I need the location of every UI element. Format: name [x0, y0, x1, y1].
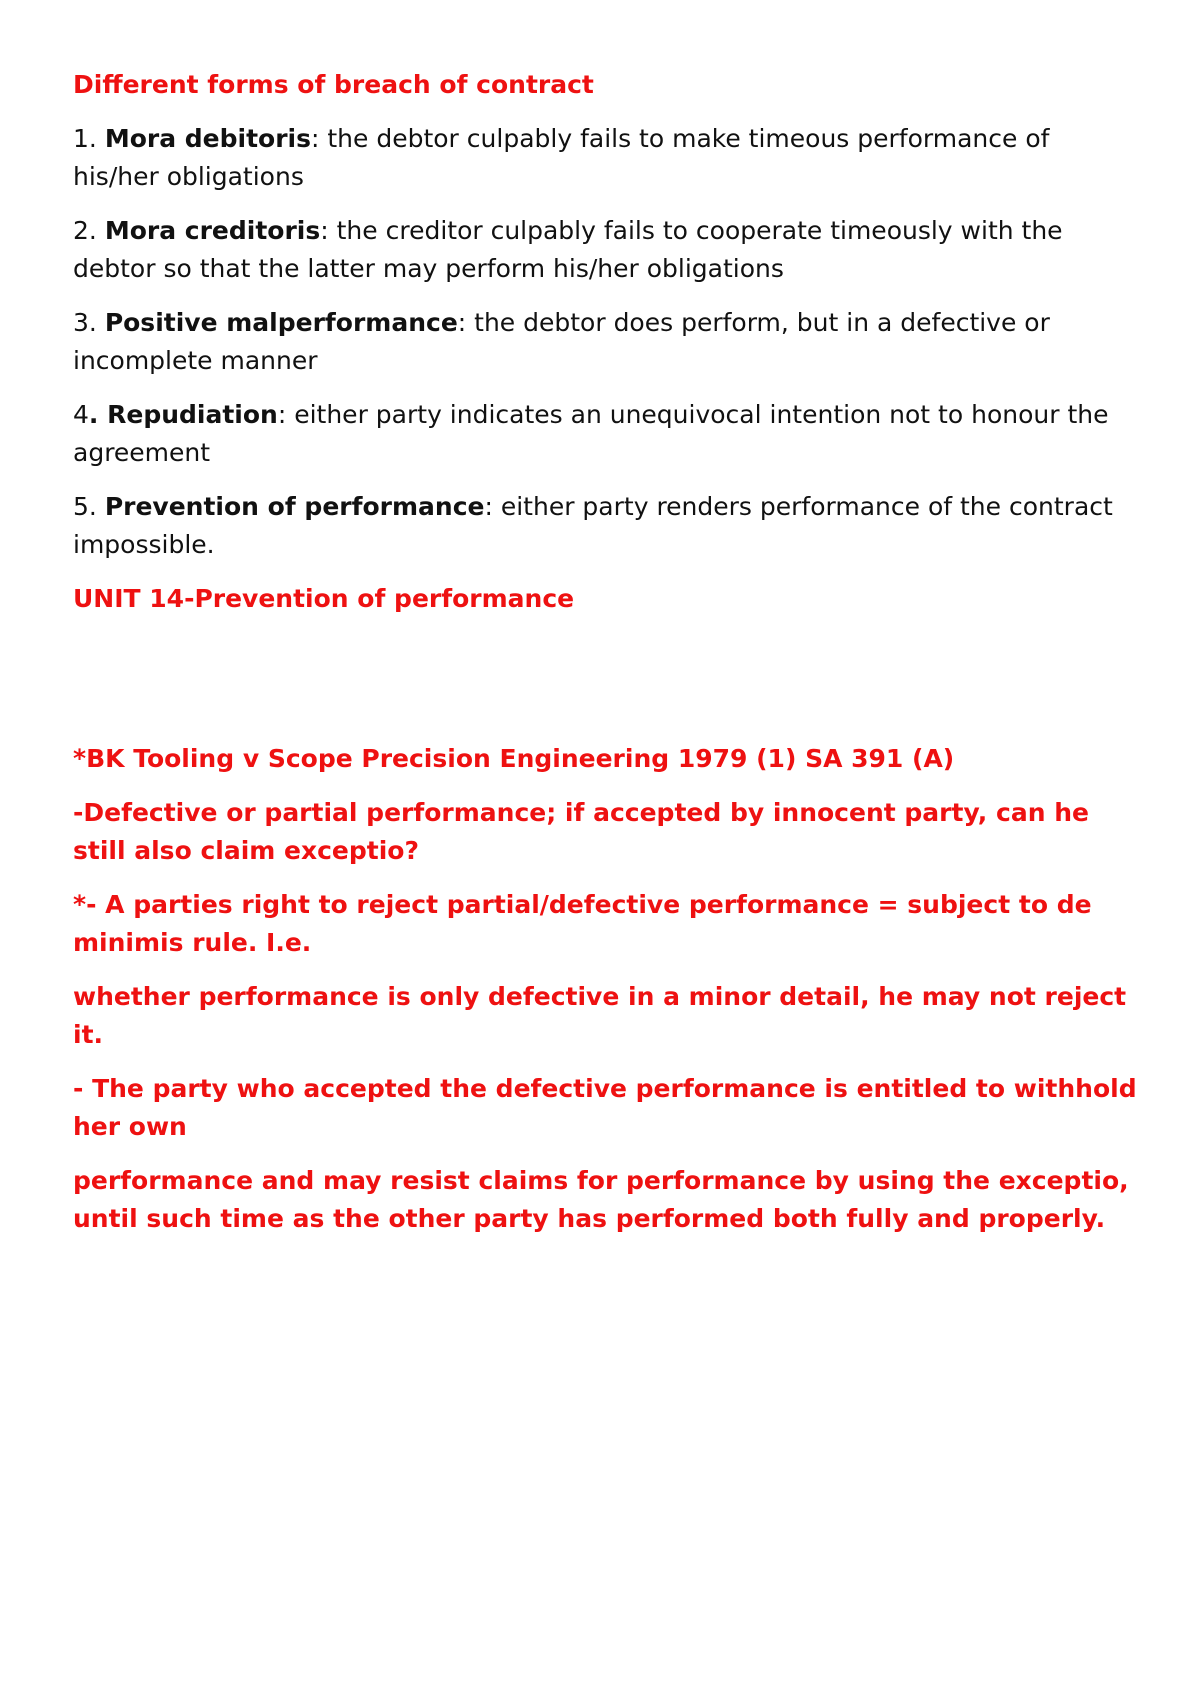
note-paragraph: performance and may resist claims for performance by using the exceptio, until such time as the other party has performed both fully and properly. [73, 1166, 1129, 1233]
item-term: Prevention of performance [104, 492, 485, 521]
item-term: Mora debitoris [104, 124, 311, 153]
document-page [73, 66, 1143, 1254]
note-paragraph: whether performance is only defective in a minor detail, he may not reject it. [73, 982, 1127, 1049]
note-paragraph: *- A parties right to reject partial/defective performance = subject to de minimis rule. I.e. [73, 890, 1092, 957]
blank-space [73, 634, 1143, 740]
item-description: : either party indicates an unequivocal intention not to honour the agreement [73, 400, 1109, 467]
item-number: 4 [73, 400, 89, 429]
list-item [73, 212, 1143, 288]
list-item [73, 120, 1143, 196]
item-description: : the debtor does perform, but in a defective or incomplete manner [73, 308, 1050, 375]
note-paragraph: - The party who accepted the defective performance is entitled to withhold her own [73, 1074, 1137, 1141]
list-item [73, 304, 1143, 380]
item-description: : the debtor culpably fails to make timeous performance of his/her obligations [73, 124, 1050, 191]
item-term: Positive malperformance [104, 308, 458, 337]
note-paragraph: -Defective or partial performance; if accepted by innocent party, can he still also claim exceptio? [73, 798, 1089, 865]
item-number: 2. [73, 216, 97, 245]
section-heading: Different forms of breach of contract [73, 70, 594, 99]
item-term: Mora creditoris [104, 216, 321, 245]
list-item [73, 488, 1143, 564]
item-description: : either party renders performance of the contract impossible. [73, 492, 1113, 559]
list-item [73, 396, 1143, 472]
item-number: 1. [73, 124, 97, 153]
item-term: . Repudiation [88, 400, 278, 429]
item-description: : the creditor culpably fails to cooperate timeously with the debtor so that the latter may perform his/her obligations [73, 216, 1063, 283]
case-citation: *BK Tooling v Scope Precision Engineering 1979 (1) SA 391 (A) [73, 744, 955, 773]
unit-heading: UNIT 14-Prevention of performance [73, 584, 575, 613]
item-number: 3. [73, 308, 97, 337]
item-number: 5. [73, 492, 97, 521]
